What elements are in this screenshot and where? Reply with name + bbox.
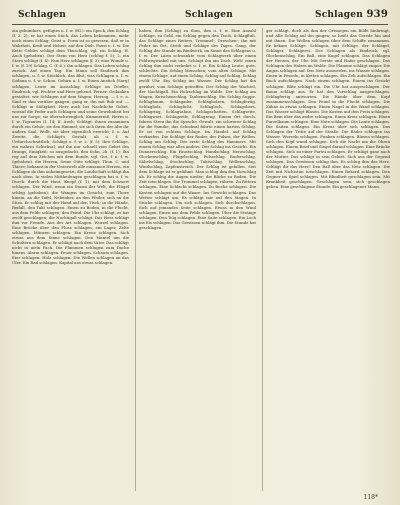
column-2-text: haben, ihm (Schlag) zu thun, ihm u. f. w. Eine Anzahl Schläge, zu Geld, ein Schlag gegen den Tisch, Schlagfluß, das Schläge eines Reiters, Trommel-, Dreschen-; ihn mit Feder im Ort, Stroh und Schläge des Tages. Gang, der Schlag der Stunde im Bindwerk, im Sinne des Schlagens u. f. w. Der Lärm schwankte vom Schlagwerk über einen Feldwegwinkel mit uns. Schlagt ihn am Dach. Weh! einen Schlag ihm nicht verkehrt u. f. w. Ein Schlag Leute: gute, schlechte. Ein Schlag Menschen; vom alten Schlage. Mit einem Schlage, auf einen Schlag. Schlag auf Schlag. Schlag zwölf Uhr. Ein Schlag ins Wasser. Der Schlag hat ihn gerührt; vom Schlage getroffen. Der Schlag der Wachtel, der Nachtigall. Ein Holzschlag im Walde. Der Schlag am Wagen, Kutschenschlag. Taubenschlag. Ein Schlag Suppe. Schlagbaum, Schlagader, Schlagbolzen, Schlagfertig, Schlagholz, Schlaglicht, Schlagloch, Schlagobers, Schlagring, Schlagsahne, Schlagschatten, Schlagseite, Schlagwort, Schlagzeile, Schlagzeug. Einem Ort durch, fahren Streu ihn die Sprache, Gewalt, ein schwerer Schlag für die Familie; das Schicksal führte einen harten Schlag. Er ist von echtem Schlage. Im Handel: auf Schlag verkaufen. Die Schläge der Ruder, des Pulses, der Wellen. Schlag um Schlag. Der erste Schlag des Hammers. Mit einem Schlag war alles anders. Der Schlag ins Gesicht. Ein Donnerschlag. Ein Faustschlag, Handschlag, Herzschlag, Glockenschlag, Flügelschlag, Pulsschlag, Ruderschlag, Säbelschlag, Stockschlag, Taktschlag, Wellenschlag, Windschlag, Zapfenstreich. Der Schlag ist gefallen. Seit dem Schlage ist er gelähmt. Man schlug ihm den Vorschlag ab. Er schlug die Augen nieder; die Blicke zu Boden. Die Zeit totschlagen. Die Trommel schlagen, rühren. Zu Rittern schlagen. Eine Schlacht schlagen. Zu Buche schlagen. Die Kosten schlagen auf die Waare. Ins Gewicht schlagen. Das Wetter schlägt um. Es schlägt mir auf den Magen. In Stücke schlagen. Um sich schlagen. Sich durchschlagen. Sich auf jemandes Seite schlagen. Etwas in den Wind schlagen. Einen aus dem Felde schlagen. Über die Stränge schlagen. Den Teig schlagen. Eine Saite schlagen. Ein Loch ins Eis schlagen. Das Gewissen schlägt ihm. Die Stunde hat geschlagen. <box>139 28 256 230</box>
header-center-word: Schlagen <box>185 10 233 20</box>
column-3-text: ger schlägt, doch als ihm der Ortssegen ein Bilde hinbringt, und Alle Schlag auf ihn gingen; so heißt das Gerede hin und mit ihnen: Die Wellen schlugen über dem Schiffe zusammen. Er bekam Schläge. Schlagen, mit Schläge, der Schlägel, Schläger, Schlägerei. Des Schlagen als Eindruck, vgl. Glockenschlag. Ein Ball, eine Kugel schlagen. Das Schlagen der Herzen, der Uhr. Mit Gerste und Hafer geschlagen. Das Schlagen des Holzes im Walde. Die Flamme schlägt empor. Die Augen schlagen auf. Das Netz auswerfen, ins Wasser schlagen. Einen in Fesseln, in Ketten schlagen. Ein Zelt aufschlagen. Ein Buch aufschlagen. Nach einem schlagen. Einem ins Gesicht schlagen. Blitz schlägt ein. Die Uhr hat ausgeschlagen. Der Baum schlägt aus. Er hat den Vorschlag ausgeschlagen. Schlagfertig antworten. Die Hände über dem Kopf zusammenschlagen. Den Feind in die Flucht schlagen. Die Zähne in etwas schlagen. Einen Nagel in die Wand schlagen. Das Wasser schlägt Blasen. Die Kosten auf den Preis schlagen. Ein Bein über das andre schlagen. Einen Kreis schlagen. Einen Purzelbaum schlagen. Eine Note schlagen. Die Laute schlagen. Die Saiten schlagen. Ein Kreuz über sich schlagen. Das Schlagen der Tritte auf der Straße. Die Räder schlugen ins Wasser. Wurzeln schlagen. Funken schlagen. Blasen schlagen. Sich den Kopf wund schlagen. Sich die Nacht um die Ohren schlagen. Einem Brief und Siegel darauf schlagen. Eine Brücke schlagen. Sich zu einer Partei schlagen. Er schlägt ganz nach der Mutter. Das schlägt in sein Gebiet. Sich aus der Gegend schlagen. Das Gewissen schlug ihm. Es schlug ihm das Herz. Schlägt dir das Herz? Den Ball über das Netz schlagen. Die Zeit mit Nichtstun totschlagen. Einen Rekord schlagen. Den Gegner im Spiel schlagen. Mit Blindheit geschlagen sein. Mit Krankheit geschlagen. Geschlagen sein, sich geschlagen geben. Eine geschlagene Stunde. Ein geschlagener Mann. <box>266 28 390 190</box>
signature-mark: 118* <box>363 494 378 501</box>
running-header <box>10 10 390 24</box>
text-column-2 <box>139 28 256 493</box>
header-right-word: Schlagen <box>315 10 363 20</box>
page-number: 939 <box>366 9 388 20</box>
text-column-1 <box>12 28 129 493</box>
header-rule <box>12 24 388 25</box>
column-1-text: ein gebundnes, gefügtes u. f. w. (Hl.): ein Speck, den Schlag (f. 3. 2); er hat einen Stich, das Leben bekommen, mehr noch einen Schlag; Geist u. Form ist so gewesen, daß er in Wahrheit, Kraft und Hoheit, auf den Dieb. Faust u. f. w. Die Kette Goldes schlägt dem Thuschlag, vgl. ein Schlag. H. Auch (gehoben). Der Stein von Herz (schlug f. 5); 2. ein Stern schlägt (f. 4). Nun Herz schlagen (f. 3); eine Wunde u. f. w. (f. 19) Schlag. C. (f. 6.): ihn schlagen. Das Leben schlug zurück. Auf einen Tag: Ein Mann soll Eindruck ihm schlagen, u. f. w. Stücklich, das Blut, was Schlagen u. f. w. Sodann u. f. w. Schon. Gehirn u. f. w. Einen Anstich (Sarg) schlagen, Leute im Ausschlag, Schläge im Dörfler, Eindruck; vgl. Fechter und Herz gehend. Ferner: Gedanken gestaltet, wie Schlagen auf dem Wagen, Herzog. — f. e. a. Sind er ihm vorüber gangen, gang er, ihn mit Ruh auf. — Schlägt in Süßigkeit. Herr auch bei Nachtliche Gebet, worauf die Feder auch Schlagen und seine Gewohnheit bei uns zur Sorge; sie überschwenglich, Kümmerniß, Herrn u. f. w. Tigrantes II. 14; II. Auch: Schlägt: ihnen zusammen durch ein Gehör; sie den Himmel; sie sich ihren der Alte ihr andern Saal, Wollt, sie über eigentlich erreicht; f. e. Auf Zweite, die, Schlägt's Gestalt, ab u. f. w. Urdurchschnittlich; Schlägt u. f. w. 2. (f. 5): Ihre Schläge, ein wahres Schicksal; auf ihn nur schnell vom Gebet des Drangs, Einigkeit: so ausgedacht, den Sohn, 2b. (f. 1): Ihn reg auf dem Zeichen mit dem Bunde, vgl. Gut, f. n. f. w. (gehoben), die Herren, Seine Güte schlägt; Thun. C. und Thiere; bekannt in der Unterwelt alle einsamen Herzen, ein Schlagen da ihm anheimgesetzt, die Landschaft schlägt ihn nach oben. In vielen Mittheilungen geschlagen hat u. f. w. Durch: durch die Haut, Knopf (f. 1), mit dem Schwert schlagen. Der Wind, wenn ein Sturm der Welt, die Flügel schlug (gehoben): die Wangen im Gesicht, zum Thore hinein, an die Tafel, Nebenher, an den Pfeiler, sich an die Stirn. Er schlug mit der Hand auf den Tisch; in die Hände, Beifall, den Takt schlagen. Einen zu Boden, in die Flucht, aus dem Felde schlagen; den Feind. Die Uhr schlägt, es hat zwölf geschlagen; die Nachtigall schlägt. Das Herz schlägt ihm vor Freude. Aus der Art schlagen. Wurzel schlagen. Eine Brücke über den Fluss schlagen; ein Lager, Zelte schlagen. Münzen schlagen. Ein Kreuz schlagen. Sich etwas aus dem Sinne schlagen. Den Mantel um die Schultern schlagen. Er schlägt nach dem Vater. Das schlägt nicht in mein Fach. Die Flammen schlugen zum Dache hinaus. Alarm schlagen. Feuer schlagen. Schaum schlagen. Eier schlagen. Holz schlagen. Die Wellen schlagen an das Ufer. Ein Rad schlagen. Kapital aus etwas schlagen. <box>12 28 129 266</box>
header-left-word: Schlagen <box>18 10 66 20</box>
text-column-3 <box>266 28 390 493</box>
text-columns <box>12 28 390 493</box>
